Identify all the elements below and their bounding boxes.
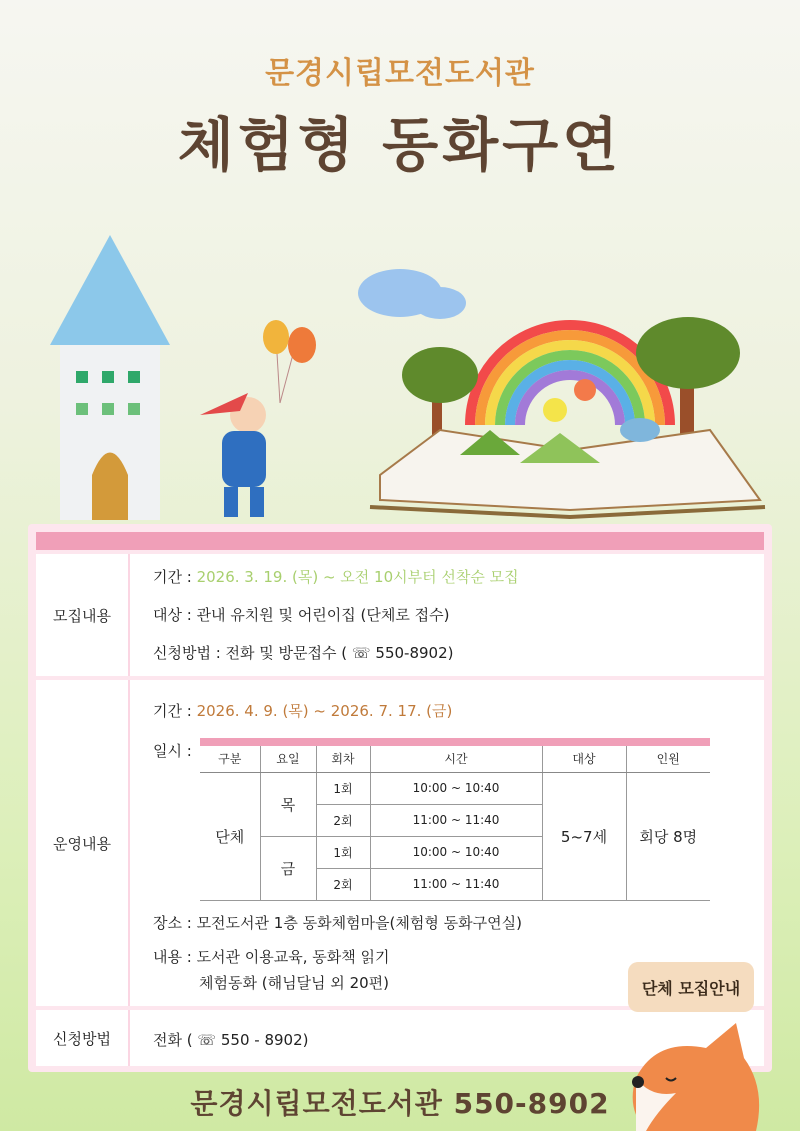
time-cell: 10:00 ~ 10:40	[370, 772, 542, 804]
place-text: 장소 : 모전도서관 1층 동화체험마을(체험형 동화구연실)	[153, 914, 522, 932]
col-header: 대상	[542, 746, 626, 772]
day-cell-thu: 목	[260, 772, 316, 836]
session-cell: 1회	[316, 772, 370, 804]
operation-period-prefix: 기간 :	[153, 702, 197, 720]
operation-period	[153, 700, 452, 721]
group-recruit-badge: 단체 모집안내	[628, 962, 754, 1012]
session-cell: 2회	[316, 804, 370, 836]
child-icon	[200, 393, 266, 517]
group-cell: 단체	[200, 772, 260, 900]
day-cell-fri: 금	[260, 836, 316, 900]
poster-title: 체험형 동화구연	[177, 111, 623, 179]
operation-period-value: 2026. 4. 9. (목) ~ 2026. 7. 17. (금)	[196, 702, 453, 720]
recruit-label: 모집내용	[36, 554, 130, 676]
content-text-2: 체험동화 (해님달님 외 20편)	[199, 974, 389, 992]
recruit-period	[153, 566, 519, 587]
col-header: 요일	[260, 746, 316, 772]
apply-label: 신청방법	[36, 1010, 130, 1066]
organization-heading: 문경시립모전도서관	[265, 56, 535, 91]
flower-icon	[543, 379, 596, 422]
time-cell: 11:00 ~ 11:40	[370, 868, 542, 900]
operation-label: 운영내용	[36, 680, 130, 1006]
session-cell: 2회	[316, 868, 370, 900]
schedule-table-wrap	[200, 738, 710, 901]
schedule-label: 일시 :	[153, 742, 192, 760]
col-header: 시간	[370, 746, 542, 772]
target-cell: 5~7세	[542, 772, 626, 900]
col-header: 회차	[316, 746, 370, 772]
castle-tower-icon	[50, 235, 170, 520]
col-header: 구분	[200, 746, 260, 772]
recruit-period-value: 2026. 3. 19. (목) ~ 오전 10시부터 선착순 모집	[196, 568, 519, 586]
operation-row	[36, 680, 764, 1006]
col-header: 인원	[626, 746, 710, 772]
balloons-icon	[263, 320, 316, 403]
recruit-period-prefix: 기간 :	[153, 568, 197, 586]
bird-icon	[620, 418, 660, 442]
recruit-method: 신청방법 : 전화 및 방문접수 ( ☏ 550-8902)	[153, 644, 454, 662]
apply-text: 전화 ( ☏ 550 - 8902)	[153, 1031, 309, 1049]
time-cell: 11:00 ~ 11:40	[370, 804, 542, 836]
time-cell: 10:00 ~ 10:40	[370, 836, 542, 868]
schedule-table-bar	[200, 738, 710, 746]
cloud-icon	[358, 269, 466, 319]
content-text-1: 내용 : 도서관 이용교육, 동화책 읽기	[153, 948, 390, 966]
session-cell: 1회	[316, 836, 370, 868]
recruit-content	[130, 554, 764, 676]
footer-contact: 문경시립모전도서관 550-8902	[190, 1087, 610, 1120]
schedule-table	[200, 746, 710, 901]
recruit-row	[36, 554, 764, 676]
fairytale-illustration	[40, 225, 770, 525]
operation-content	[130, 680, 764, 1006]
recruit-target: 대상 : 관내 유치원 및 어린이집 (단체로 접수)	[153, 606, 450, 624]
card-top-bar	[36, 532, 764, 550]
capacity-cell: 회당 8명	[626, 772, 710, 900]
open-book-icon	[370, 430, 765, 517]
